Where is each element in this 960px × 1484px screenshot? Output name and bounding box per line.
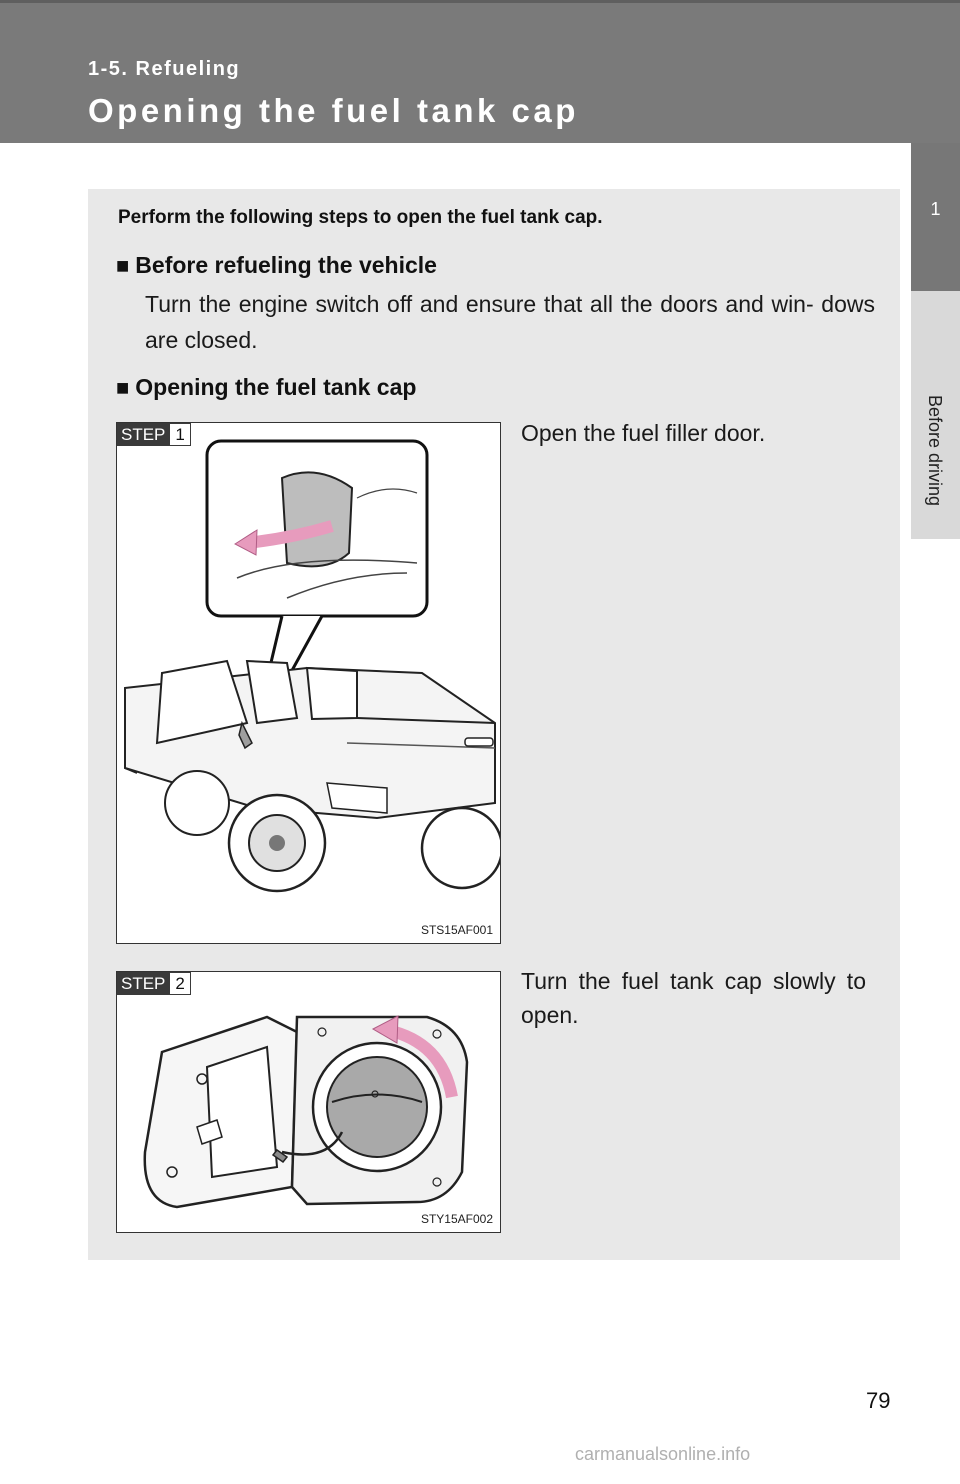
step-label: STEP bbox=[117, 423, 169, 446]
bullet-square-icon: ■ bbox=[116, 253, 130, 278]
step-number: 1 bbox=[169, 423, 190, 446]
step-2-figure bbox=[116, 971, 501, 1233]
figure-code: STS15AF001 bbox=[420, 923, 493, 937]
intro-text: Perform the following steps to open the fuel tank cap. bbox=[118, 207, 603, 228]
chapter-name: Before driving bbox=[925, 395, 945, 507]
watermark: carmanualsonline.info bbox=[575, 1444, 751, 1464]
subheading-opening-cap bbox=[116, 374, 416, 401]
bullet-square-icon: ■ bbox=[116, 375, 130, 400]
subheading-label: Opening the fuel tank cap bbox=[135, 374, 417, 400]
before-refueling-text: Turn the engine switch off and ensure that all the doors and win- dows are closed. bbox=[145, 291, 875, 353]
step-1-badge bbox=[117, 423, 191, 446]
truck-fuel-door-illustration bbox=[117, 423, 500, 943]
figure-code: STY15AF002 bbox=[420, 1212, 493, 1226]
step-1-text: Open the fuel filler door. bbox=[521, 420, 766, 446]
page-title: Opening the fuel tank cap bbox=[88, 92, 579, 129]
page-number: 79 bbox=[866, 1388, 891, 1413]
fuel-cap-illustration bbox=[117, 972, 500, 1232]
subheading-label: Before refueling the vehicle bbox=[135, 252, 437, 278]
step-number: 2 bbox=[169, 972, 190, 995]
section-label: 1-5. Refueling bbox=[88, 58, 241, 80]
step-2-text: Turn the fuel tank cap slowly to open. bbox=[521, 968, 866, 1028]
header-strip bbox=[0, 0, 960, 3]
chapter-number: 1 bbox=[930, 199, 941, 219]
step-label: STEP bbox=[117, 972, 169, 995]
step-2-badge bbox=[117, 972, 191, 995]
step-1-figure bbox=[116, 422, 501, 944]
subheading-before-refueling bbox=[116, 252, 437, 279]
